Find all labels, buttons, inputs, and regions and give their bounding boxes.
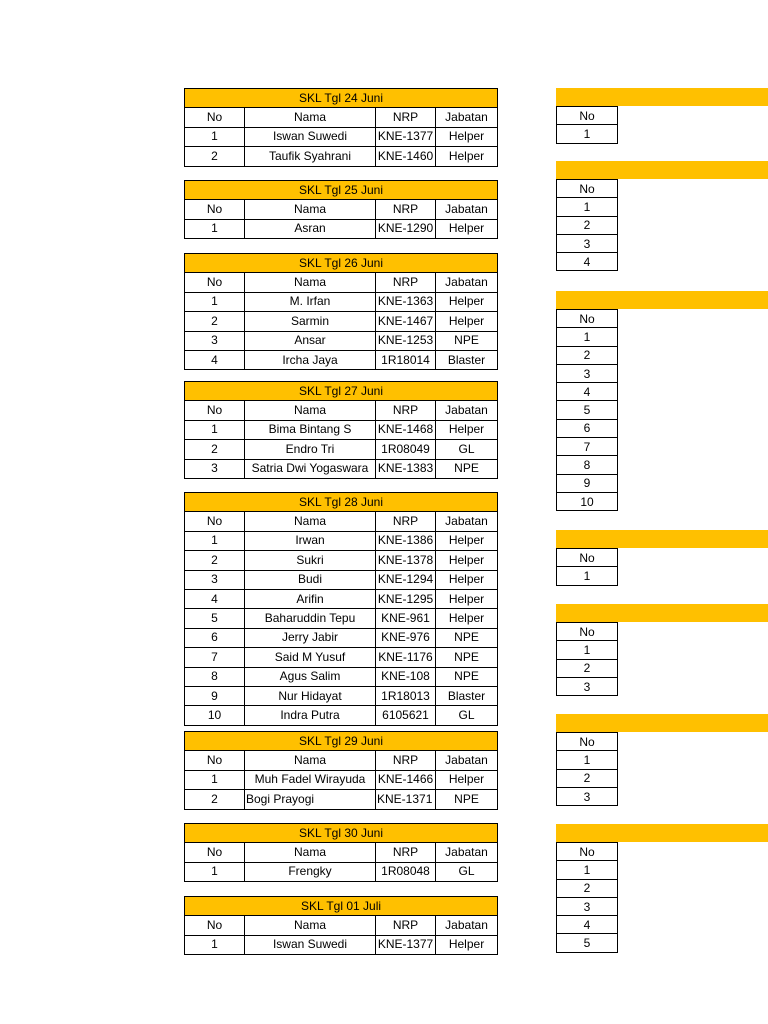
cell-nama: Asran (245, 219, 376, 238)
cell-no: 1 (557, 641, 618, 659)
cell-jabatan: Helper (436, 312, 498, 331)
header-row (185, 512, 498, 531)
cell-jabatan: GL (436, 706, 498, 725)
header-no: No (185, 108, 245, 127)
schedule-table (184, 88, 498, 167)
cell-no: 10 (557, 492, 618, 510)
table-row (185, 686, 498, 705)
cell-no: 3 (185, 331, 245, 350)
cell-jabatan: NPE (436, 667, 498, 686)
cell-jabatan: Helper (436, 770, 498, 789)
header-row (185, 200, 498, 219)
header-row (185, 843, 498, 862)
table-row (185, 628, 498, 647)
cell-nama: Ircha Jaya (245, 350, 376, 369)
cell-nrp: KNE-1253 (376, 331, 436, 350)
header-row (185, 108, 498, 127)
partial-table-title-bar (556, 604, 768, 622)
table-title: SKL Tgl 27 Juni (185, 382, 498, 401)
table-row (557, 253, 618, 271)
cell-no: 1 (185, 420, 245, 439)
table-title-row (185, 732, 498, 751)
partial-table-title-bar (556, 161, 768, 179)
header-jabatan: Jabatan (436, 273, 498, 292)
cell-no: 6 (557, 419, 618, 437)
cell-no: 10 (185, 706, 245, 725)
table-row (557, 125, 618, 143)
cell-no: 1 (557, 198, 618, 216)
cell-no: 1 (185, 862, 245, 881)
cell-no: 4 (185, 589, 245, 608)
table-row (185, 440, 498, 459)
table-title-row (185, 824, 498, 843)
cell-nama: Baharuddin Tepu (245, 609, 376, 628)
table-row (185, 127, 498, 146)
cell-nama: Endro Tri (245, 440, 376, 459)
cell-nama: Arifin (245, 589, 376, 608)
cell-nrp: KNE-1290 (376, 219, 436, 238)
table-title-row (185, 254, 498, 273)
table-row (557, 861, 618, 879)
cell-no: 1 (557, 567, 618, 585)
header-row (185, 751, 498, 770)
cell-nrp: KNE-1386 (376, 531, 436, 550)
cell-nama: Sarmin (245, 312, 376, 331)
partial-table-grid (556, 309, 618, 511)
cell-no: 4 (557, 383, 618, 401)
cell-nama: Agus Salim (245, 667, 376, 686)
cell-jabatan: Helper (436, 219, 498, 238)
table-row (185, 312, 498, 331)
partial-table-grid (556, 106, 618, 144)
header-no: No (557, 733, 618, 751)
cell-no: 1 (185, 219, 245, 238)
table-title-row (185, 897, 498, 916)
cell-nama: Indra Putra (245, 706, 376, 725)
table-row (557, 383, 618, 401)
header-row (557, 843, 618, 861)
header-nama: Nama (245, 401, 376, 420)
partial-table-grid (556, 732, 618, 806)
header-nama: Nama (245, 512, 376, 531)
partial-table-grid (556, 842, 618, 953)
header-jabatan: Jabatan (436, 401, 498, 420)
table-row (185, 706, 498, 725)
table-title-row (185, 181, 498, 200)
cell-jabatan: Helper (436, 147, 498, 166)
header-jabatan: Jabatan (436, 512, 498, 531)
cell-nama: Irwan (245, 531, 376, 550)
partial-table-grid (556, 179, 618, 271)
table-row (185, 667, 498, 686)
cell-nama: Ansar (245, 331, 376, 350)
cell-nrp: KNE-976 (376, 628, 436, 647)
table-row (557, 198, 618, 216)
table-row (557, 897, 618, 915)
cell-jabatan: Helper (436, 292, 498, 311)
table-title-row (185, 382, 498, 401)
table-row (185, 531, 498, 550)
header-row (557, 549, 618, 567)
header-row (557, 180, 618, 198)
schedule-table (184, 731, 498, 810)
cell-jabatan: Helper (436, 127, 498, 146)
cell-nrp: KNE-1176 (376, 648, 436, 667)
cell-no: 4 (557, 916, 618, 934)
table-row (557, 769, 618, 787)
table-row (557, 916, 618, 934)
cell-nama: Jerry Jabir (245, 628, 376, 647)
header-nama: Nama (245, 751, 376, 770)
cell-jabatan: Helper (436, 570, 498, 589)
cell-no: 2 (185, 147, 245, 166)
table-title: SKL Tgl 25 Juni (185, 181, 498, 200)
cell-nrp: KNE-1377 (376, 935, 436, 954)
cell-no: 1 (557, 751, 618, 769)
partial-table-title-bar (556, 530, 768, 548)
table-row (185, 770, 498, 789)
cell-jabatan: Helper (436, 609, 498, 628)
header-jabatan: Jabatan (436, 916, 498, 935)
header-jabatan: Jabatan (436, 108, 498, 127)
cell-jabatan: Helper (436, 420, 498, 439)
header-row (185, 401, 498, 420)
cell-nrp: KNE-108 (376, 667, 436, 686)
cell-nama: Budi (245, 570, 376, 589)
cell-no: 1 (185, 127, 245, 146)
cell-no: 2 (185, 551, 245, 570)
cell-no: 3 (557, 897, 618, 915)
table-row (185, 648, 498, 667)
table-row (557, 492, 618, 510)
cell-no: 5 (185, 609, 245, 628)
cell-nama: Iswan Suwedi (245, 127, 376, 146)
partial-table-title-bar (556, 291, 768, 309)
table-title: SKL Tgl 24 Juni (185, 89, 498, 108)
cell-no: 2 (185, 790, 245, 809)
table-row (557, 328, 618, 346)
cell-nama: Said M Yusuf (245, 648, 376, 667)
cell-jabatan: Helper (436, 589, 498, 608)
header-nrp: NRP (376, 512, 436, 531)
table-title: SKL Tgl 29 Juni (185, 732, 498, 751)
cell-no: 8 (185, 667, 245, 686)
cell-no: 3 (557, 677, 618, 695)
table-row (557, 641, 618, 659)
cell-no: 3 (557, 787, 618, 805)
partial-table (556, 604, 768, 697)
table-row (557, 934, 618, 952)
header-nrp: NRP (376, 843, 436, 862)
header-no: No (557, 623, 618, 641)
table-row (185, 219, 498, 238)
cell-no: 1 (185, 292, 245, 311)
cell-jabatan: Blaster (436, 350, 498, 369)
header-nama: Nama (245, 273, 376, 292)
cell-nama: Iswan Suwedi (245, 935, 376, 954)
header-nrp: NRP (376, 273, 436, 292)
cell-no: 7 (185, 648, 245, 667)
cell-no: 3 (185, 459, 245, 478)
table-title-row (185, 89, 498, 108)
header-nama: Nama (245, 200, 376, 219)
cell-nrp: KNE-1468 (376, 420, 436, 439)
table-title-row (185, 493, 498, 512)
table-row (557, 234, 618, 252)
cell-no: 1 (185, 770, 245, 789)
cell-nrp: 1R18013 (376, 686, 436, 705)
cell-nrp: KNE-1460 (376, 147, 436, 166)
cell-no: 3 (185, 570, 245, 589)
cell-no: 2 (557, 216, 618, 234)
cell-no: 1 (185, 531, 245, 550)
header-no: No (185, 751, 245, 770)
header-no: No (557, 843, 618, 861)
cell-no: 4 (185, 350, 245, 369)
table-row (557, 677, 618, 695)
cell-no: 2 (185, 440, 245, 459)
cell-no: 1 (557, 125, 618, 143)
cell-jabatan: NPE (436, 648, 498, 667)
header-row (557, 310, 618, 328)
header-row (557, 107, 618, 125)
table-row (557, 879, 618, 897)
cell-nama: Sukri (245, 551, 376, 570)
table-row (557, 401, 618, 419)
table-row (557, 474, 618, 492)
schedule-table (184, 381, 498, 479)
table-row (557, 787, 618, 805)
cell-nama: Nur Hidayat (245, 686, 376, 705)
header-nama: Nama (245, 108, 376, 127)
table-row (557, 419, 618, 437)
cell-jabatan: GL (436, 440, 498, 459)
table-title: SKL Tgl 28 Juni (185, 493, 498, 512)
table-row (557, 751, 618, 769)
header-no: No (557, 549, 618, 567)
header-no: No (185, 843, 245, 862)
partial-table-title-bar (556, 714, 768, 732)
cell-jabatan: NPE (436, 331, 498, 350)
header-nama: Nama (245, 916, 376, 935)
header-jabatan: Jabatan (436, 843, 498, 862)
table-row (557, 216, 618, 234)
header-no: No (185, 273, 245, 292)
cell-no: 3 (557, 364, 618, 382)
cell-no: 9 (185, 686, 245, 705)
header-nama: Nama (245, 843, 376, 862)
header-no: No (185, 916, 245, 935)
table-row (185, 350, 498, 369)
schedule-table (184, 492, 498, 726)
table-row (185, 331, 498, 350)
partial-table-grid (556, 548, 618, 586)
header-no: No (557, 310, 618, 328)
cell-nama: Bima Bintang S (245, 420, 376, 439)
partial-table-title-bar (556, 88, 768, 106)
partial-table (556, 530, 768, 587)
table-title: SKL Tgl 26 Juni (185, 254, 498, 273)
schedule-table (184, 253, 498, 370)
table-row (185, 570, 498, 589)
cell-nama: Muh Fadel Wirayuda (245, 770, 376, 789)
cell-jabatan: NPE (436, 628, 498, 647)
partial-table (556, 824, 768, 954)
cell-no: 7 (557, 438, 618, 456)
header-nrp: NRP (376, 200, 436, 219)
cell-nama: Bogi Prayogi (245, 790, 376, 809)
schedule-table (184, 823, 498, 882)
table-row (185, 609, 498, 628)
table-row (557, 438, 618, 456)
cell-nrp: KNE-1295 (376, 589, 436, 608)
table-row (557, 456, 618, 474)
header-nrp: NRP (376, 401, 436, 420)
partial-table-grid (556, 622, 618, 696)
cell-nrp: KNE-1377 (376, 127, 436, 146)
table-row (557, 567, 618, 585)
cell-no: 1 (557, 328, 618, 346)
cell-no: 2 (557, 879, 618, 897)
cell-jabatan: NPE (436, 459, 498, 478)
cell-nama: M. Irfan (245, 292, 376, 311)
cell-no: 2 (557, 346, 618, 364)
table-row (185, 935, 498, 954)
cell-nrp: KNE-1383 (376, 459, 436, 478)
header-no: No (185, 512, 245, 531)
table-title: SKL Tgl 30 Juni (185, 824, 498, 843)
cell-nrp: KNE-1294 (376, 570, 436, 589)
cell-no: 3 (557, 234, 618, 252)
partial-table (556, 714, 768, 807)
cell-no: 4 (557, 253, 618, 271)
partial-table (556, 88, 768, 145)
cell-jabatan: Helper (436, 531, 498, 550)
schedule-table (184, 180, 498, 239)
cell-jabatan: Helper (436, 935, 498, 954)
cell-nrp: 1R08048 (376, 862, 436, 881)
cell-jabatan: NPE (436, 790, 498, 809)
cell-jabatan: Helper (436, 551, 498, 570)
header-no: No (557, 180, 618, 198)
header-row (185, 273, 498, 292)
cell-no: 6 (185, 628, 245, 647)
header-nrp: NRP (376, 751, 436, 770)
partial-table (556, 161, 768, 273)
header-row (557, 623, 618, 641)
cell-nrp: KNE-1363 (376, 292, 436, 311)
cell-no: 9 (557, 474, 618, 492)
cell-no: 2 (185, 312, 245, 331)
cell-nrp: KNE-1371 (376, 790, 436, 809)
table-row (185, 551, 498, 570)
table-row (557, 346, 618, 364)
header-row (557, 733, 618, 751)
partial-table-title-bar (556, 824, 768, 842)
schedule-table (184, 896, 498, 955)
header-nrp: NRP (376, 916, 436, 935)
cell-no: 2 (557, 769, 618, 787)
cell-nrp: KNE-1467 (376, 312, 436, 331)
table-row (557, 659, 618, 677)
cell-jabatan: GL (436, 862, 498, 881)
table-title: SKL Tgl 01 Juli (185, 897, 498, 916)
table-row (185, 862, 498, 881)
header-jabatan: Jabatan (436, 200, 498, 219)
header-jabatan: Jabatan (436, 751, 498, 770)
table-row (185, 420, 498, 439)
header-nrp: NRP (376, 108, 436, 127)
header-no: No (185, 401, 245, 420)
cell-jabatan: Blaster (436, 686, 498, 705)
partial-table (556, 291, 768, 512)
table-row (185, 292, 498, 311)
cell-nrp: 6105621 (376, 706, 436, 725)
header-no: No (185, 200, 245, 219)
cell-nrp: KNE-1378 (376, 551, 436, 570)
cell-no: 1 (185, 935, 245, 954)
header-no: No (557, 107, 618, 125)
cell-no: 5 (557, 934, 618, 952)
table-row (185, 790, 498, 809)
table-row (185, 589, 498, 608)
cell-no: 1 (557, 861, 618, 879)
cell-no: 5 (557, 401, 618, 419)
cell-nama: Satria Dwi Yogaswara (245, 459, 376, 478)
cell-nama: Frengky (245, 862, 376, 881)
cell-nrp: 1R18014 (376, 350, 436, 369)
cell-nrp: 1R08049 (376, 440, 436, 459)
cell-nrp: KNE-1466 (376, 770, 436, 789)
table-row (185, 147, 498, 166)
table-row (557, 364, 618, 382)
header-row (185, 916, 498, 935)
cell-nama: Taufik Syahrani (245, 147, 376, 166)
cell-no: 8 (557, 456, 618, 474)
cell-nrp: KNE-961 (376, 609, 436, 628)
cell-no: 2 (557, 659, 618, 677)
table-row (185, 459, 498, 478)
